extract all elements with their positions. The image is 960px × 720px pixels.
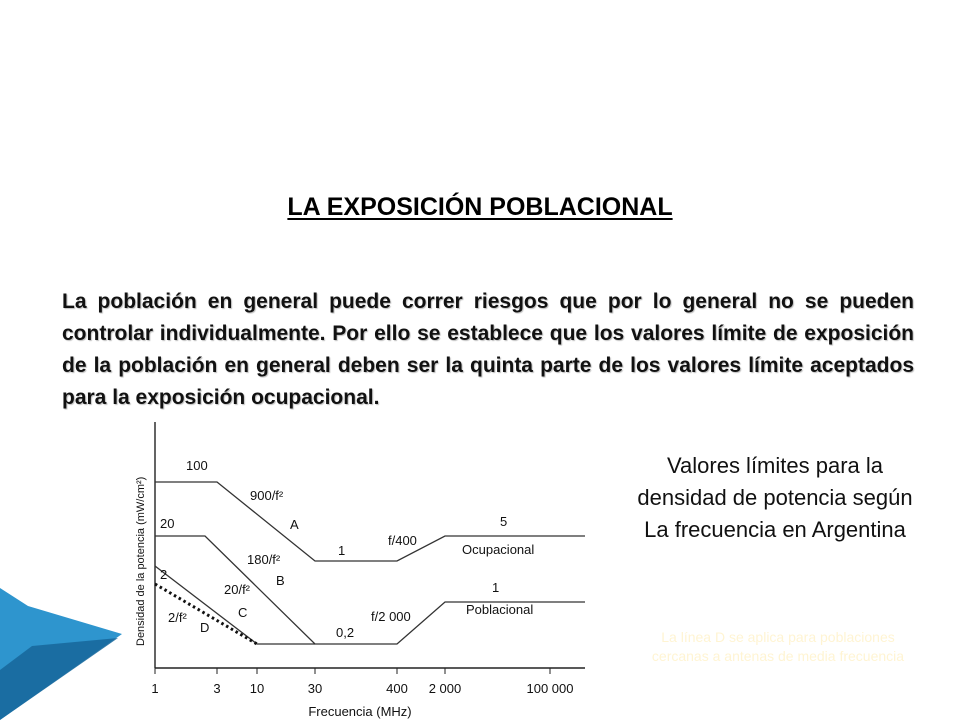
region-label-ocupacional: Ocupacional xyxy=(462,542,535,557)
caption-line: densidad de potencia según xyxy=(637,485,913,510)
formula-f-400: f/400 xyxy=(388,533,417,548)
label-5: 5 xyxy=(500,514,508,529)
region-label-poblacional: Poblacional xyxy=(466,602,534,617)
x-tick-label: 100 000 xyxy=(526,681,574,696)
x-tick-label: 1 xyxy=(151,681,159,696)
formula-900-f2: 900/f² xyxy=(250,488,284,503)
chart-caption xyxy=(600,450,950,546)
label-1: 1 xyxy=(338,543,346,558)
decorative-blue-shapes xyxy=(0,560,140,720)
series-letter-d: D xyxy=(200,620,210,635)
series-letter-a: A xyxy=(290,517,299,532)
x-tick-label: 3 xyxy=(213,681,221,696)
label-0-2: 0,2 xyxy=(336,625,355,640)
label-2: 2 xyxy=(160,567,168,582)
note-line: La línea D se aplica para poblaciones xyxy=(661,629,895,645)
x-tick-label: 30 xyxy=(307,681,323,696)
formula-20-f2: 20/f² xyxy=(224,582,251,597)
formula-180-f2: 180/f² xyxy=(247,552,281,567)
caption-line: La frecuencia en Argentina xyxy=(644,517,906,542)
page-title: LA EXPOSICIÓN POBLACIONAL xyxy=(287,193,673,221)
label-100: 100 xyxy=(186,458,208,473)
formula-f-2000: f/2 000 xyxy=(371,609,411,624)
series-letter-b: B xyxy=(276,573,285,588)
y-axis-label: Densidad de la potencia (mW/cm²) xyxy=(135,476,147,646)
formula-2-f2: 2/f² xyxy=(168,610,187,625)
x-tick-label: 400 xyxy=(386,681,408,696)
note-line: cercanas a antenas de media frecuencia xyxy=(651,648,905,664)
faded-note xyxy=(600,628,956,666)
x-axis-label: Frecuencia (MHz) xyxy=(308,704,412,719)
series-letter-c: C xyxy=(238,605,248,620)
caption-line: Valores límites para la xyxy=(666,453,883,478)
x-tick-label: 2 000 xyxy=(428,681,462,696)
label-20: 20 xyxy=(160,516,175,531)
label-1-poblacional: 1 xyxy=(492,580,500,595)
body-paragraph: La población en general puede correr riesgos que por lo general no se pueden controlar individualmente. Por ello se establece que los valores límite de exposición de la población en general deben ser la quinta parte de los valores límite aceptados para la exposición ocupacional. xyxy=(62,290,914,409)
x-tick-label: 10 xyxy=(249,681,265,696)
power-density-chart xyxy=(130,418,590,720)
